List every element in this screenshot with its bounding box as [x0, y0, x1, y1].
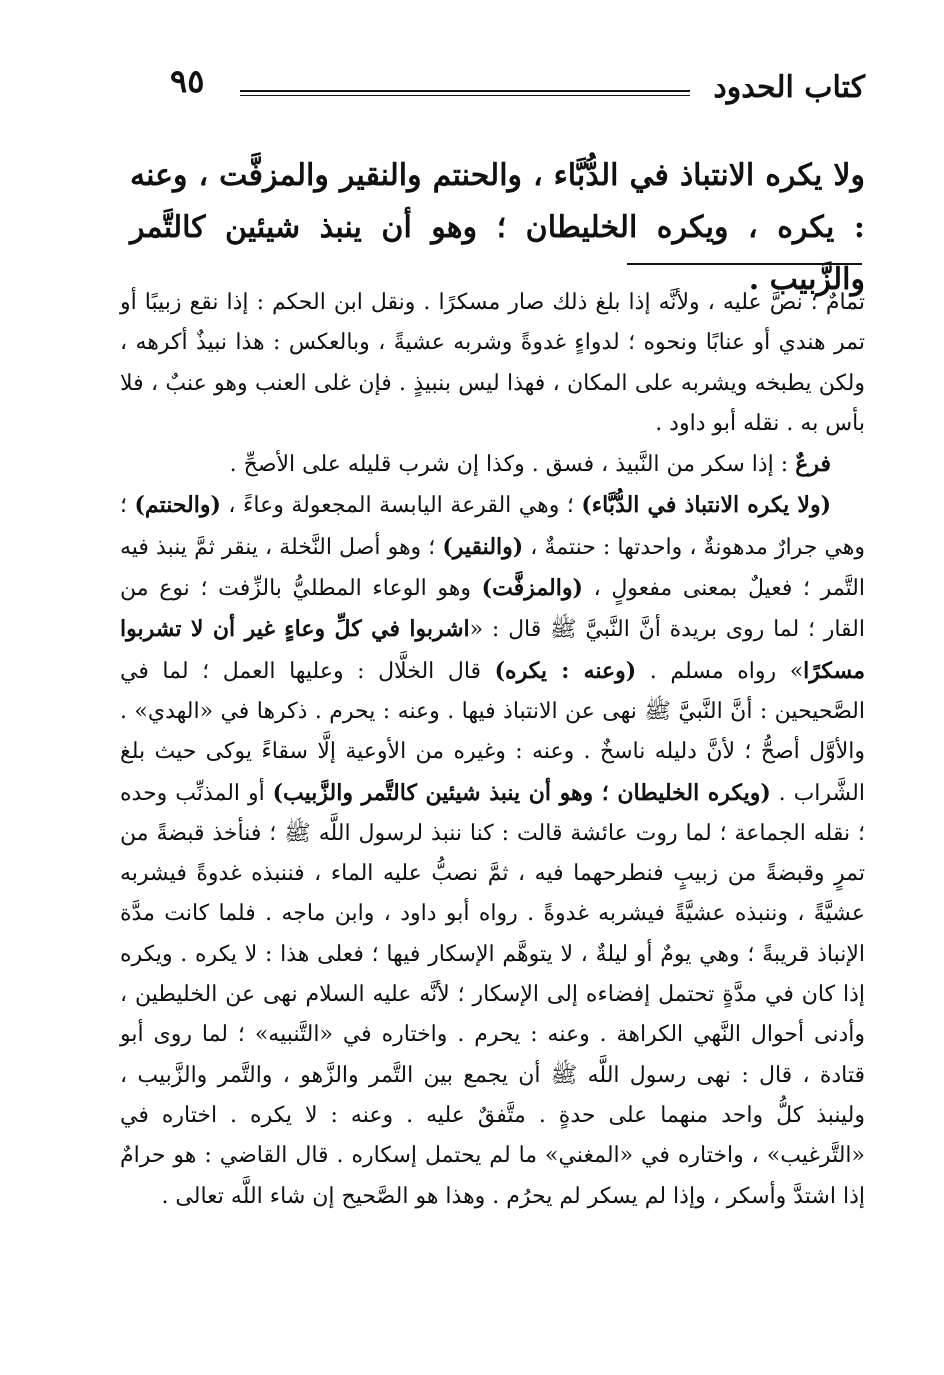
quoted-phrase: (وعنه : يكره)	[494, 657, 637, 684]
hadith-quote: اشربوا في كلِّ وعاءٍ غير أن لا تشربوا مسكرًا	[120, 616, 865, 684]
page-header	[120, 62, 865, 112]
branch-label: فرعٌ	[795, 451, 831, 478]
quoted-phrase: (ولا يكره الانتباذ في الدُّبَّاء)	[581, 492, 831, 519]
quoted-phrase: (ويكره الخليطان ؛ وهو أن ينبذ شيئين كالتَّمر والزَّبيب)	[272, 779, 771, 806]
page-number: ٩٥	[170, 62, 205, 100]
commentary-text: ؛ وهو أصل النَّخلة ، ينقر ثمَّ ينبذ فيه التَّمر ؛ فعيلٌ بمعنى مفعولٍ ،	[120, 534, 865, 602]
commentary	[120, 283, 865, 1217]
quoted-phrase: (والحنتم)	[134, 492, 221, 519]
quoted-phrase: (والنقير)	[442, 533, 524, 560]
commentary-text: وهو الوعاء المطليُّ بالزِّفت ؛ نوع من القار ؛ لما روى بريدة أنَّ النَّبيَّ ﷺ قال : «	[120, 576, 865, 643]
commentary-text: » رواه مسلم .	[636, 658, 804, 684]
commentary-paragraph-3	[120, 485, 865, 1216]
header-rule-secondary	[240, 95, 690, 96]
branch-text: : إذا سكر من النَّبيذ ، فسق . وكذا إن شرب قليله على الأصحِّ .	[229, 452, 796, 478]
commentary-text: أو المذنِّب وحده ؛ نقله الجماعة ؛ لما روت عائشة قالت : كنا ننبذ لرسول اللَّه ﷺ ؛ فنأخذ قبضةً من تمرٍ وقبضةً من زبيبٍ فنطرحهما فيه ، ثمَّ نصبُّ عليه الماء ، فننبذه غدوةً فيشربه عشيَّةً ، وننبذه عشيَّةً فيشربه غدوةً . رواه أبو داود ، وابن ماجه . فلما كانت مدَّة الإنباذ قريبةً ؛ وهي يومٌ أو ليلةٌ ، لا يتوهَّم الإسكار فيها ؛ فعلى هذا : لا يكره . ويكره إذا كان في مدَّةٍ تحتمل إفضاءه إلى الإسكار ؛ لأنَّه عليه السلام نهى عن الخليطين ، وأدنى أحوال النَّهي الكراهة . وعنه : يحرم . واختاره في «التَّنبيه» ؛ لما روى أبو قتادة ، قال : نهى رسول اللَّه ﷺ أن يجمع بين التَّمر والزَّهو ، والتَّمر والزَّبيب ، ولينبذ كلُّ واحد منهما على حدةٍ . متَّفقٌ عليه . وعنه : لا يكره . اختاره في «التَّرغيب» ، واختاره في «المغني» ما لم يحتمل إسكاره . قال القاضي : هو حرامٌ إذا اشتدَّ وأسكر ، وإذا لم يسكر لم يحرُم . وهذا هو الصَّحيح إن شاء اللَّه تعالى .	[120, 780, 865, 1209]
commentary-text: ؛ وهي القرعة اليابسة المجعولة وعاءً ،	[220, 493, 582, 519]
commentary-text: قال الخلَّال : وعليها العمل ؛ لما في الصَّحيحين : أنَّ النَّبيَّ ﷺ نهى عن الانتباذ فيها . وعنه : يحرم . ذكرها في «الهدي» . والأوَّل أصحُّ ؛ لأنَّ دليله ناسخٌ . وعنه : وغيره من الأوعية إلَّا سقاءً يوكى حيث بلغ الشَّراب .	[120, 658, 865, 806]
header-rule	[240, 90, 690, 92]
main-text: ولا يكره الانتباذ في الدُّبَّاء ، والحنتم والنقير والمزفَّت ، وعنه : يكره ، ويكره الخليطان ؛ وهو أن ينبذ شيئين كالتَّمر والزَّبيب .	[130, 158, 865, 297]
text-separator	[627, 263, 862, 265]
quoted-phrase: (والمزفَّت)	[481, 575, 583, 602]
commentary-text: ؛ وهي جرارٌ مدهونةٌ ، واحدتها : حنتمةٌ ،	[120, 493, 865, 560]
commentary-paragraph-1: تمامٌ ؛ نصَّ عليه ، ولأنَّه إذا بلغ ذلك صار مسكرًا . ونقل ابن الحكم : إذا نقع زبيبًا أو تمر هندي أو عنابًا ونحوه ؛ لدواءٍ غدوةً وشربه عشيةً ، وبالعكس : هذا نبيذٌ أكرهه ، ولكن يطبخه ويشربه على المكان ، فهذا ليس بنبيذٍ . فإن غلى العنب وهو عنبٌ ، فلا بأس به . نقله أبو داود .	[120, 290, 866, 436]
chapter-title: كتاب الحدود	[713, 70, 865, 105]
commentary-paragraph-2	[120, 444, 865, 485]
